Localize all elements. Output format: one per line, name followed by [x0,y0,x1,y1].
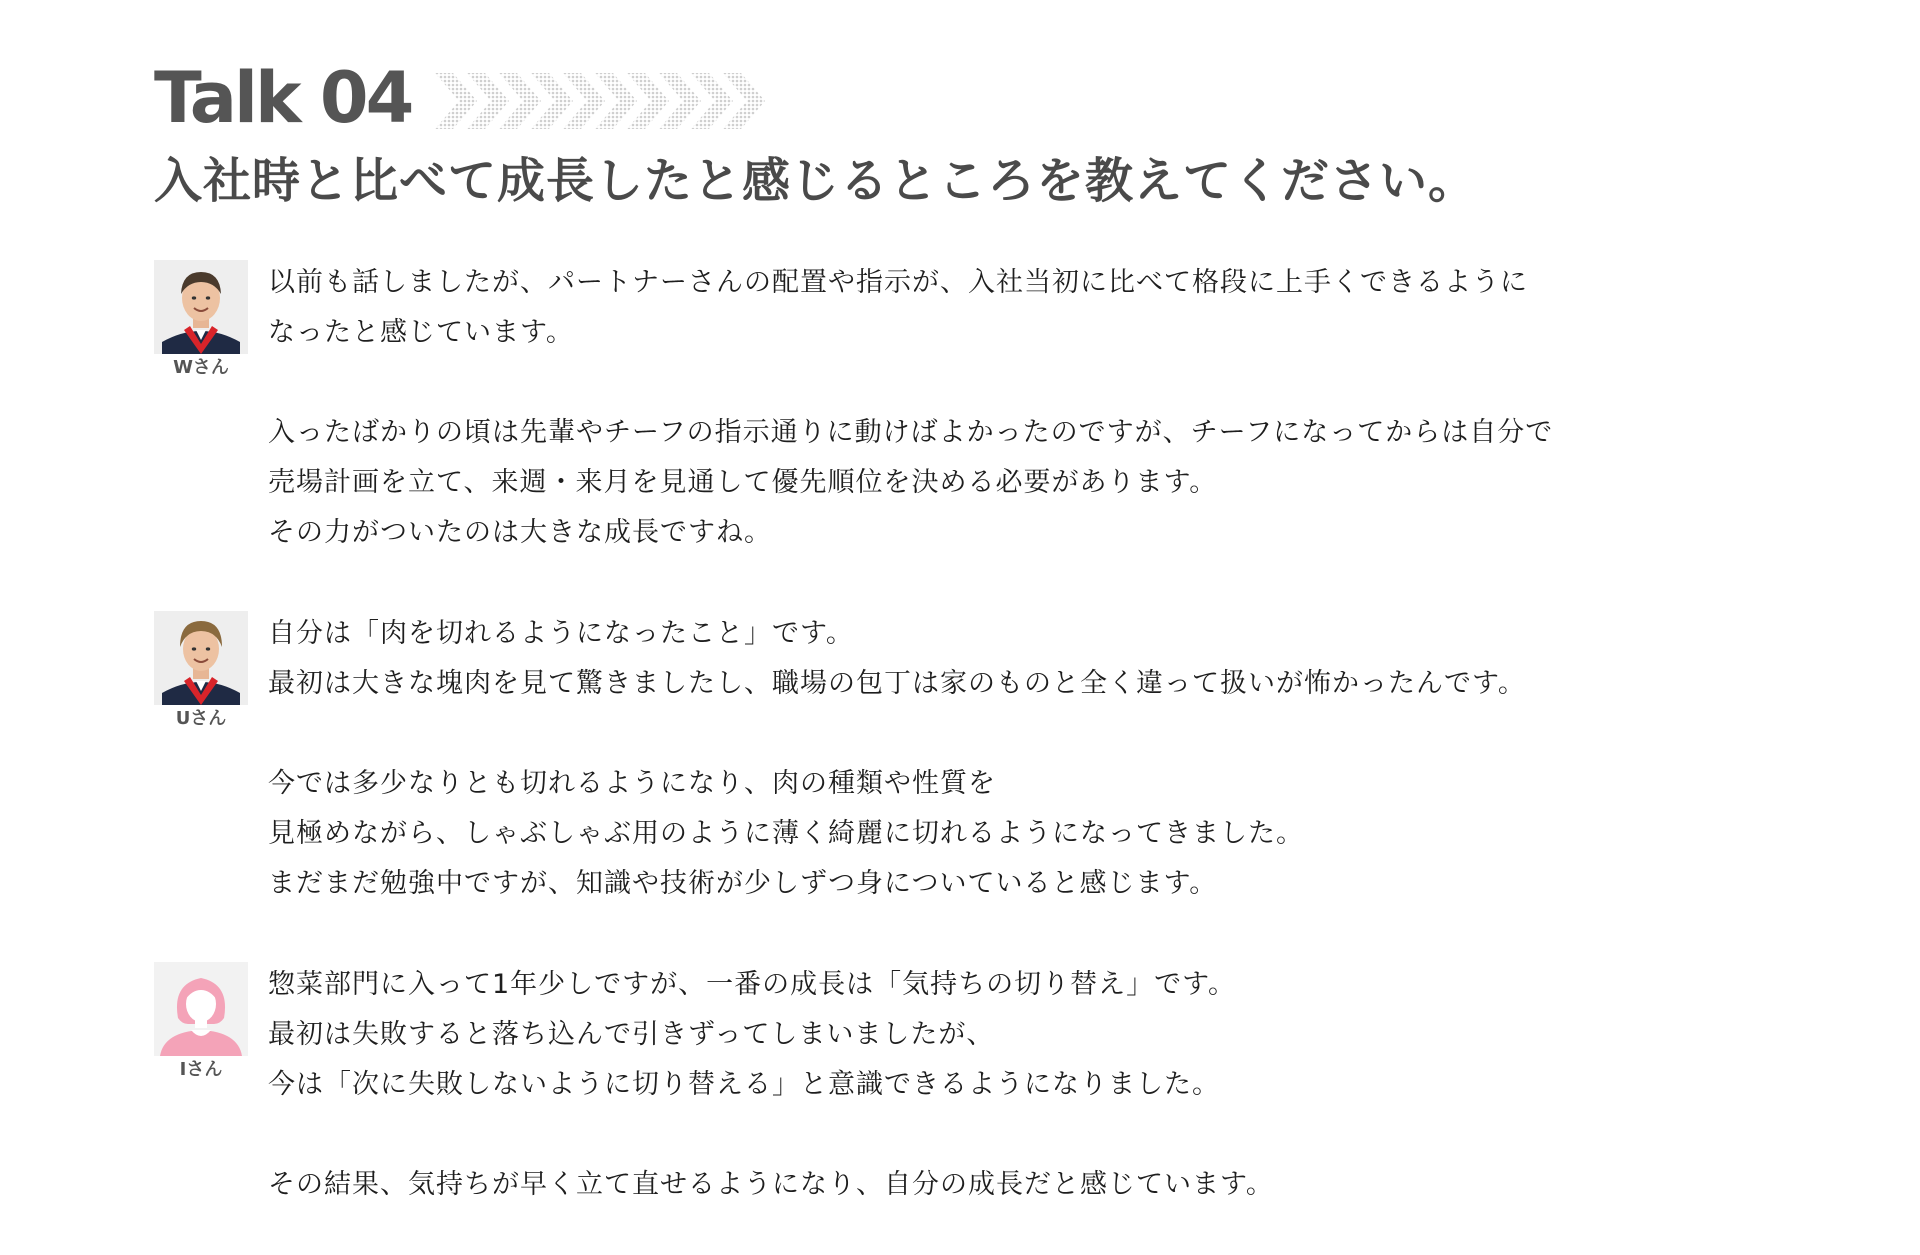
speaker-name: Uさん [175,708,227,729]
talk-label: Talk 04 [154,57,412,139]
question-heading: 入社時と比べて成長したと感じるところを教えてください。 [154,153,1478,209]
text-line: まだまだ勉強中ですが、知識や技術が少しずつ身についていると感じます。 [268,868,1218,899]
answer-paragraph [268,408,1768,558]
text-line: 見極めながら、しゃぶしゃぶ用のように薄く綺麗に切れるようになってきました。 [268,818,1304,849]
talk-row [154,58,1477,138]
answer-text [268,609,1768,909]
avatar-i-silhouette [154,962,248,1056]
speaker-w [154,260,248,380]
speaker-i [154,962,248,1082]
text-line: 惣菜部門に入って1年少しですが、一番の成長は「気持ちの切り替え」です。 [268,969,1237,1000]
text-line: なったと感じています。 [268,317,574,348]
text-line: 最初は失敗すると落ち込んで引きずってしまいましたが、 [268,1019,995,1050]
text-line: 以前も話しましたが、パートナーさんの配置や指示が、入社当初に比べて格段に上手くできるように [268,267,1528,298]
answer-paragraph [268,1160,1768,1210]
avatar-u-photo [154,611,248,705]
text-line: 自分は「肉を切れるようになったこと」です。 [268,618,854,649]
text-line: その結果、気持ちが早く立て直せるようになり、自分の成長だと感じています。 [268,1169,1274,1200]
text-line: 入ったばかりの頃は先輩やチーフの指示通りに動けばよかったのですが、チーフになってからは自分で [268,417,1554,448]
text-line: その力がついたのは大きな成長ですね。 [268,517,772,548]
page-header [154,58,1477,214]
text-line: 最初は大きな塊肉を見て驚きましたし、職場の包丁は家のものと全く違って扱いが怖かったんです。 [268,668,1526,699]
answer-text [268,960,1768,1210]
speaker-u [154,611,248,731]
avatar-w-photo [154,260,248,354]
answer-paragraph [268,960,1768,1110]
answer-text [268,258,1768,558]
answer-paragraph [268,759,1768,909]
text-line: 今は「次に失敗しないように切り替える」と意識できるようになりました。 [268,1069,1220,1100]
answer-paragraph [268,258,1768,358]
text-line: 今では多少なりとも切れるようになり、肉の種類や性質を [268,768,996,799]
answer-paragraph [268,609,1768,709]
speaker-name: Iさん [179,1059,223,1080]
speaker-name: Wさん [173,357,229,378]
text-line: 売場計画を立て、来週・来月を見通して優先順位を決める必要があります。 [268,467,1218,498]
chevron-arrows-decoration [435,71,775,131]
chevron-arrow [435,73,477,129]
